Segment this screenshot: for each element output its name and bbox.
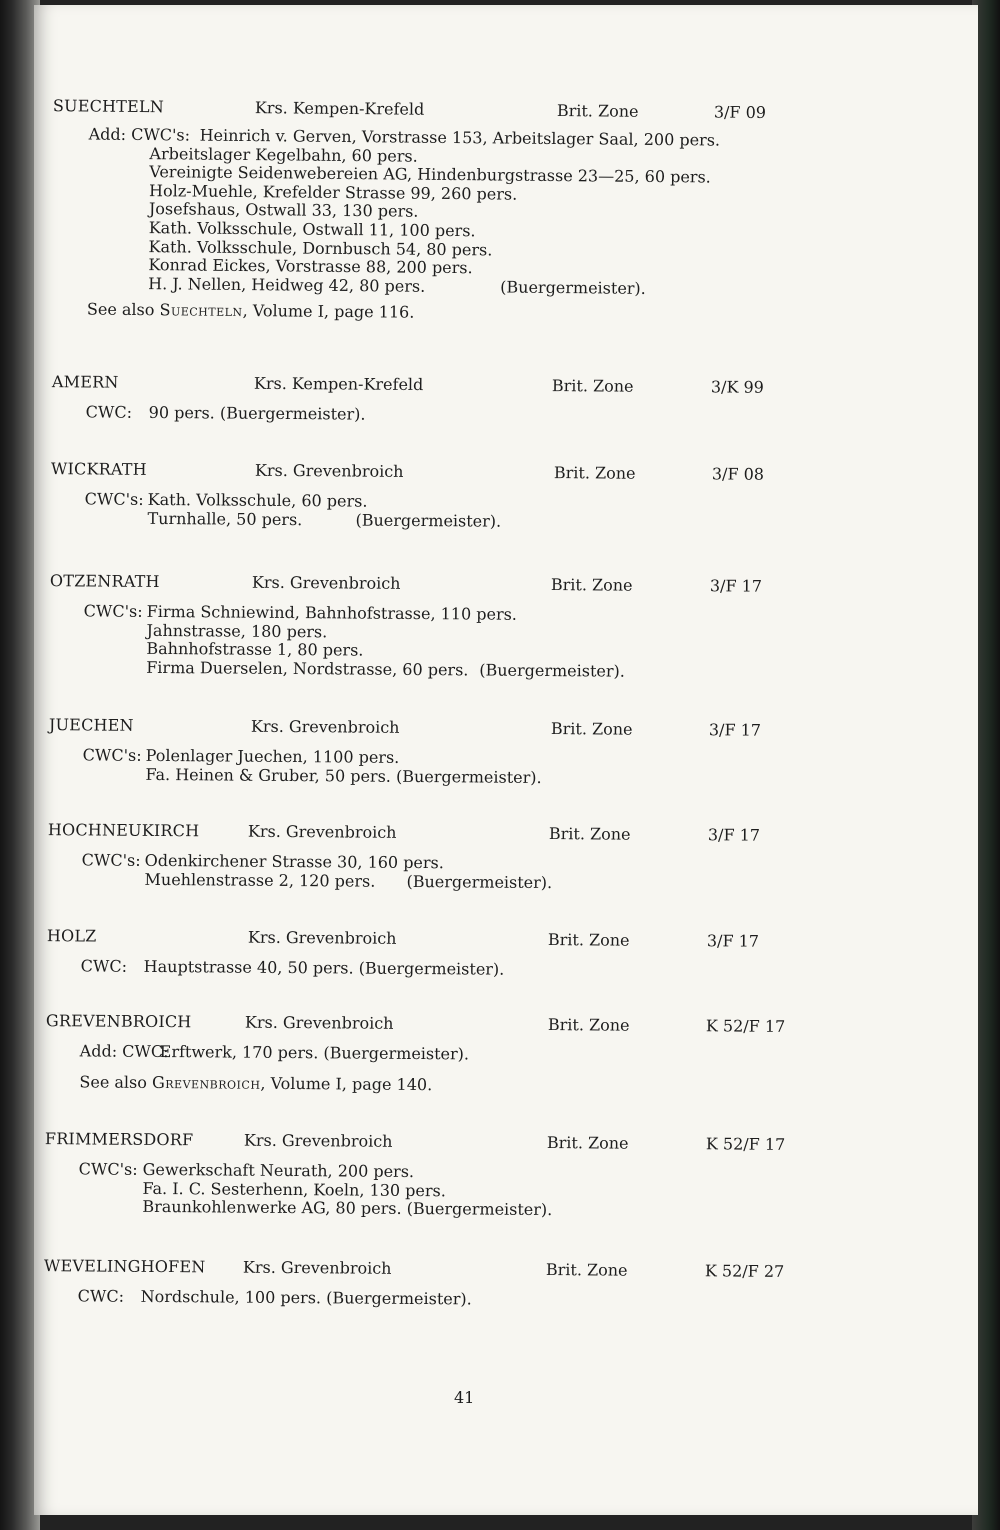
zone: Brit. Zone bbox=[548, 824, 631, 844]
camp-line: Josefshaus, Ostwall 33, 130 pers. bbox=[148, 199, 419, 222]
camp-label: Add: CWC: bbox=[79, 1041, 169, 1062]
map-ref: 3/F 17 bbox=[709, 576, 763, 596]
camp-label: CWC: bbox=[80, 956, 128, 976]
camp-label: CWC's: bbox=[82, 745, 142, 765]
camp-label: CWC: bbox=[85, 402, 133, 422]
page-number: 41 bbox=[454, 1388, 475, 1407]
camp-line: Jahnstrasse, 180 pers. bbox=[146, 620, 328, 641]
map-ref: 3/F 08 bbox=[711, 464, 765, 484]
entry-hochneukirch bbox=[33, 821, 977, 896]
town-name: WEVELINGHOFEN bbox=[43, 1256, 206, 1277]
camp-line: Hauptstrasse 40, 50 pers. (Buergermeister). bbox=[143, 956, 505, 979]
camp-line: Kath. Volksschule, 60 pers. bbox=[147, 489, 368, 511]
see-also-town: Grevenbroich bbox=[151, 1072, 261, 1093]
camp-label: CWC's: bbox=[83, 601, 143, 621]
camp-line: Bahnhofstrasse 1, 80 pers. bbox=[146, 639, 364, 660]
zone: Brit. Zone bbox=[545, 1260, 628, 1280]
entry-grevenbroich bbox=[33, 1012, 978, 1102]
camp-line: Fa. I. C. Sesterhenn, Koeln, 130 pers. bbox=[142, 1178, 446, 1200]
camp-label: CWC's: bbox=[78, 1159, 138, 1179]
camp-label: Add: CWC's: bbox=[88, 124, 191, 145]
town-name: AMERN bbox=[51, 372, 119, 392]
zone: Brit. Zone bbox=[547, 930, 630, 950]
camp-line: Nordschule, 100 pers. (Buergermeister). bbox=[140, 1286, 472, 1309]
town-name: SUECHTELN bbox=[52, 96, 165, 117]
zone: Brit. Zone bbox=[550, 719, 633, 739]
entry-juechen bbox=[33, 716, 977, 791]
map-ref: 3/F 09 bbox=[713, 102, 767, 123]
town-name: HOLZ bbox=[46, 926, 97, 946]
kreis: Krs. Grevenbroich bbox=[250, 716, 400, 737]
camp-label: CWC's: bbox=[81, 850, 141, 870]
entry-amern bbox=[34, 373, 978, 429]
kreis: Krs. Grevenbroich bbox=[242, 1257, 392, 1278]
camp-line: Odenkirchener Strasse 30, 160 pers. bbox=[144, 850, 444, 873]
entry-holz bbox=[34, 927, 978, 983]
camp-line: H. J. Nellen, Heidweg 42, 80 pers. bbox=[148, 273, 426, 296]
source-note: (Buergermeister). bbox=[406, 871, 553, 892]
camp-label: CWC's: bbox=[84, 489, 144, 509]
map-ref: K 52/F 17 bbox=[705, 1134, 786, 1154]
town-name: OTZENRATH bbox=[49, 571, 160, 591]
map-ref: 3/F 17 bbox=[708, 720, 762, 740]
zone: Brit. Zone bbox=[551, 376, 634, 396]
town-name: GREVENBROICH bbox=[45, 1011, 192, 1032]
camp-line: Erftwerk, 170 pers. (Buergermeister). bbox=[159, 1041, 470, 1064]
entry-suechteln bbox=[32, 97, 978, 331]
map-ref: K 52/F 17 bbox=[705, 1016, 786, 1036]
kreis: Krs. Kempen-Krefeld bbox=[254, 98, 425, 119]
zone: Brit. Zone bbox=[547, 1015, 630, 1035]
camp-line: 90 pers. (Buergermeister). bbox=[148, 402, 366, 424]
map-ref: 3/F 17 bbox=[706, 931, 760, 951]
camp-line: Fa. Heinen & Gruber, 50 pers. (Buergermeister). bbox=[145, 764, 542, 787]
camp-line: Konrad Eickes, Vorstrasse 88, 200 pers. bbox=[148, 255, 473, 278]
camp-line: Arbeitslager Kegelbahn, 60 pers. bbox=[149, 143, 418, 166]
kreis: Krs. Grevenbroich bbox=[254, 460, 404, 481]
kreis: Krs. Kempen-Krefeld bbox=[253, 373, 424, 395]
page-sheet bbox=[34, 5, 978, 1515]
kreis: Krs. Grevenbroich bbox=[251, 572, 401, 593]
camp-line: Kath. Volksschule, Ostwall 11, 100 pers. bbox=[148, 218, 476, 241]
zone: Brit. Zone bbox=[546, 1133, 629, 1153]
camp-line: Kath. Volksschule, Dornbusch 54, 80 pers. bbox=[148, 236, 493, 259]
town-name: HOCHNEUKIRCH bbox=[47, 820, 200, 841]
town-name: FRIMMERSDORF bbox=[44, 1129, 194, 1150]
camp-line: Vereinigte Seidenwebereien AG, Hindenburgstrasse 23—25, 60 pers. bbox=[149, 162, 711, 187]
see-also: See also Suechteln, Volume I, page 116. bbox=[86, 299, 415, 323]
kreis: Krs. Grevenbroich bbox=[247, 821, 397, 842]
kreis: Krs. Grevenbroich bbox=[243, 1130, 393, 1151]
zone: Brit. Zone bbox=[550, 575, 633, 595]
entry-wevelinghofen bbox=[34, 1257, 978, 1313]
camp-line: Braunkohlenwerke AG, 80 pers. (Buergermeister). bbox=[142, 1197, 553, 1220]
see-also-town: Suechteln bbox=[159, 300, 243, 321]
camp-line: Firma Duerselen, Nordstrasse, 60 pers. bbox=[146, 657, 469, 680]
entry-otzenrath bbox=[33, 572, 978, 684]
camp-line: Holz-Muehle, Krefelder Strasse 99, 260 pers. bbox=[149, 180, 518, 204]
kreis: Krs. Grevenbroich bbox=[244, 1012, 394, 1033]
kreis: Krs. Grevenbroich bbox=[247, 927, 397, 948]
camp-line: Muehlenstrasse 2, 120 pers. bbox=[144, 869, 376, 891]
camp-line: Heinrich v. Gerven, Vorstrasse 153, Arbeitslager Saal, 200 pers. bbox=[199, 125, 721, 150]
camp-line: Turnhalle, 50 pers. bbox=[147, 508, 303, 529]
entry-frimmersdorf bbox=[33, 1130, 978, 1223]
map-ref: 3/F 17 bbox=[707, 825, 761, 845]
map-ref: K 52/F 27 bbox=[704, 1261, 785, 1281]
town-name: WICKRATH bbox=[50, 459, 147, 479]
zone: Brit. Zone bbox=[553, 463, 636, 483]
zone: Brit. Zone bbox=[556, 101, 639, 121]
source-note: (Buergermeister). bbox=[355, 510, 502, 531]
camp-line: Gewerkschaft Neurath, 200 pers. bbox=[142, 1159, 415, 1181]
source-note: (Buergermeister). bbox=[500, 277, 646, 298]
map-ref: 3/K 99 bbox=[710, 377, 764, 397]
town-name: JUECHEN bbox=[48, 715, 134, 735]
see-also: See also Grevenbroich, Volume I, page 140. bbox=[79, 1071, 433, 1094]
source-note: (Buergermeister). bbox=[479, 660, 625, 681]
entry-wickrath bbox=[33, 460, 977, 535]
camp-label: CWC: bbox=[77, 1286, 125, 1306]
camp-line: Firma Schniewind, Bahnhofstrasse, 110 pers. bbox=[146, 601, 518, 624]
camp-line: Polenlager Juechen, 1100 pers. bbox=[145, 745, 400, 767]
